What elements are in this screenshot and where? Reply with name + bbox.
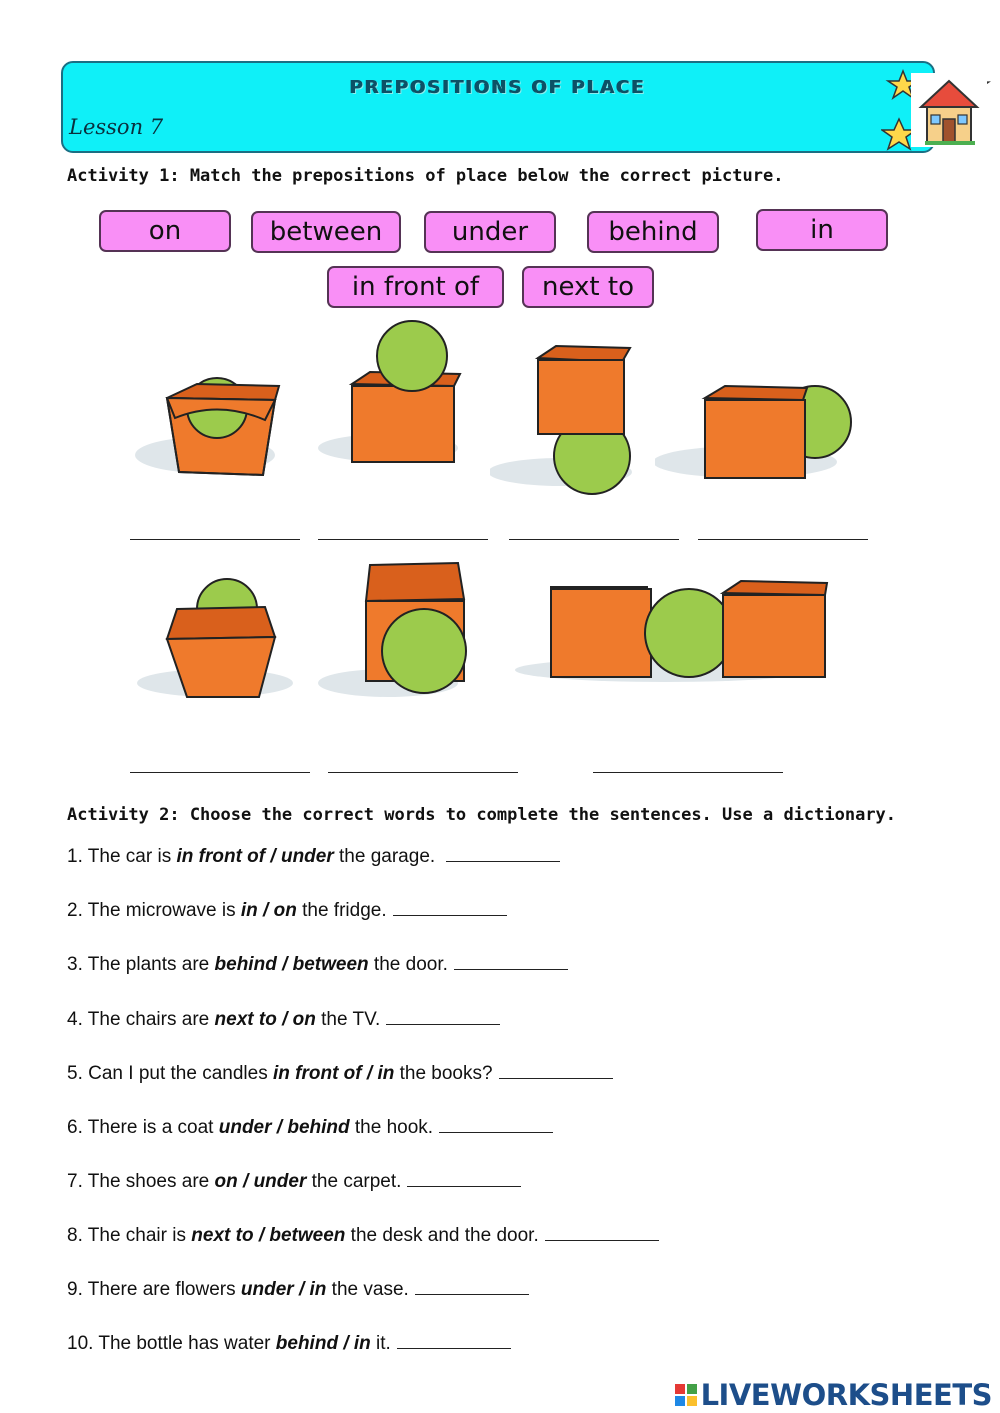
activity-1-title: Activity 1: Match the prepositions of place below the correct picture. xyxy=(67,166,784,186)
word-chip-under[interactable]: under xyxy=(424,211,556,253)
sentence-8: 8. The chair is next to / between the desk and the door. xyxy=(67,1225,659,1247)
picture-ball-behind-box-2 xyxy=(135,575,295,705)
sentence-3: 3. The plants are behind / between the door. xyxy=(67,954,568,976)
worksheet-title: PREPOSITIONS OF PLACE xyxy=(349,77,647,98)
word-chip-between[interactable]: between xyxy=(251,211,401,253)
answer-line-3[interactable] xyxy=(509,539,679,540)
word-chip-next-to[interactable]: next to xyxy=(522,266,654,308)
answer-blank-1[interactable] xyxy=(446,860,560,862)
sentence-6: 6. There is a coat under / behind the hook. xyxy=(67,1117,553,1139)
picture-ball-behind-box xyxy=(655,370,855,490)
picture-ball-under-box xyxy=(490,340,660,500)
sentence-10: 10. The bottle has water behind / in it. xyxy=(67,1333,511,1355)
word-chip-on[interactable]: on xyxy=(99,210,231,252)
word-chip-in[interactable]: in xyxy=(756,209,888,251)
answer-blank-7[interactable] xyxy=(407,1185,521,1187)
answer-line-7[interactable] xyxy=(593,772,783,773)
picture-ball-on-box xyxy=(318,320,478,470)
answer-blank-2[interactable] xyxy=(393,914,507,916)
picture-ball-in-box xyxy=(135,360,295,490)
sentence-4: 4. The chairs are next to / on the TV. xyxy=(67,1009,500,1031)
answer-blank-6[interactable] xyxy=(439,1131,553,1133)
word-chip-in-front-of[interactable]: in front of xyxy=(327,266,504,308)
answer-blank-4[interactable] xyxy=(386,1023,500,1025)
answer-line-4[interactable] xyxy=(698,539,868,540)
header-banner xyxy=(61,61,935,153)
brand-name: LIVEWORKSHEETS xyxy=(700,1378,992,1412)
picture-ball-between-boxes xyxy=(515,575,835,685)
liveworksheets-logo xyxy=(675,1378,992,1412)
answer-blank-5[interactable] xyxy=(499,1077,613,1079)
word-chip-behind[interactable]: behind xyxy=(587,211,719,253)
answer-line-2[interactable] xyxy=(318,539,488,540)
liveworksheets-icon xyxy=(675,1384,697,1406)
lesson-label: Lesson 7 xyxy=(69,115,164,139)
activity-2-title: Activity 2: Choose the correct words to complete the sentences. Use a dictionary. xyxy=(67,805,897,825)
answer-line-1[interactable] xyxy=(130,539,300,540)
answer-blank-3[interactable] xyxy=(454,968,568,970)
picture-ball-in-front-of-box xyxy=(318,555,478,705)
answer-blank-9[interactable] xyxy=(415,1293,529,1295)
answer-blank-8[interactable] xyxy=(545,1239,659,1241)
answer-line-6[interactable] xyxy=(328,772,518,773)
sentence-7: 7. The shoes are on / under the carpet. xyxy=(67,1171,521,1193)
sentence-1: 1. The car is in front of / under the garage. xyxy=(67,846,560,868)
sentence-5: 5. Can I put the candles in front of / in the books? xyxy=(67,1063,613,1085)
answer-line-5[interactable] xyxy=(130,772,310,773)
answer-blank-10[interactable] xyxy=(397,1347,511,1349)
house-icon xyxy=(881,67,993,153)
sentence-9: 9. There are flowers under / in the vase. xyxy=(67,1279,529,1301)
sentence-2: 2. The microwave is in / on the fridge. xyxy=(67,900,507,922)
